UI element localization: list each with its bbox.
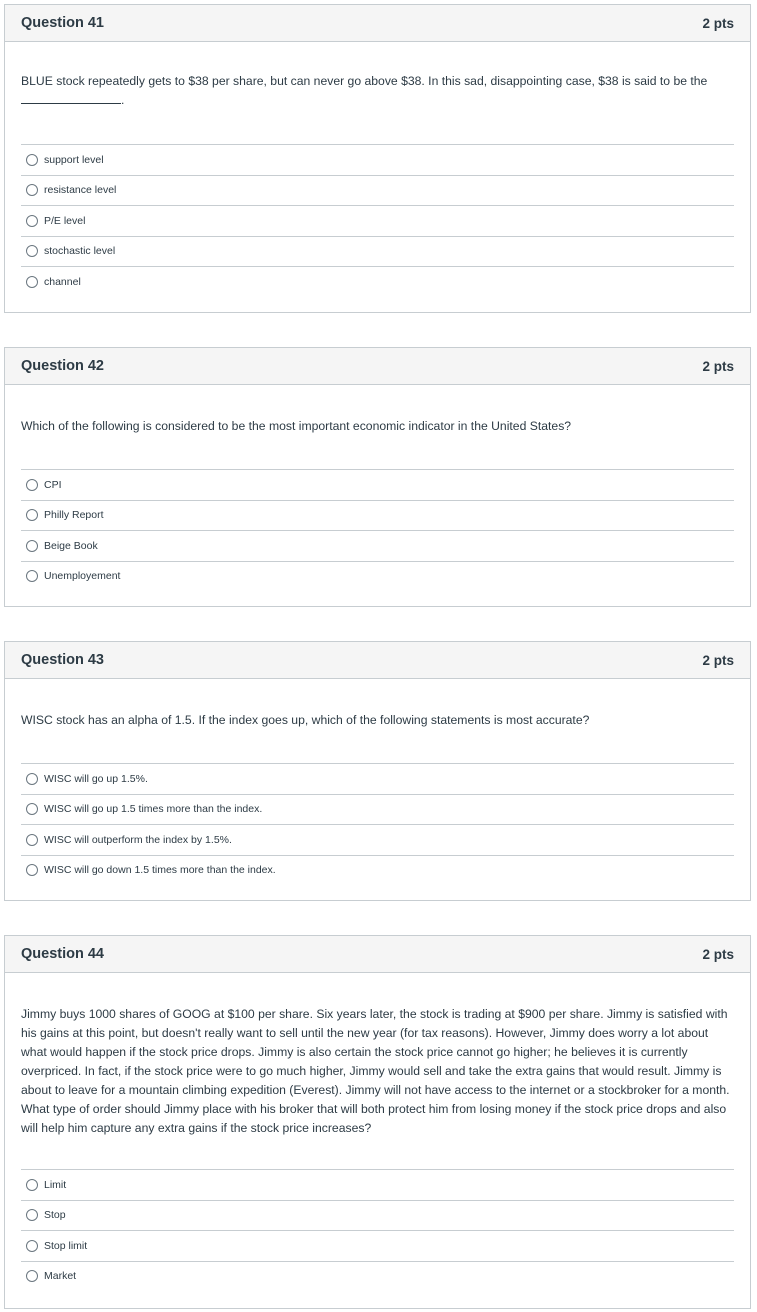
radio-button[interactable] [26,184,38,196]
answer-option[interactable] [21,824,734,855]
question-title: Question 41 [21,15,104,31]
answer-option[interactable] [21,175,734,206]
answer-label: CPI [44,478,62,491]
radio-button[interactable] [26,154,38,166]
answer-list [21,144,734,297]
question-42 [4,347,751,607]
answer-label: resistance level [44,184,117,197]
question-text-main: BLUE stock repeatedly gets to $38 per share, but can never go above $38. In this sad, disappointing case, $38 is said to be the [21,74,708,88]
question-44 [4,935,751,1309]
question-text: Jimmy buys 1000 shares of GOOG at $100 per share. Six years later, the stock is trading at $900 per share. Jimmy is satisfied with his gains at this point, but doesn't really want to sell until the new year (for tax reasons). However, Jimmy does worry a lot about what would happen if the stock price drops. Jimmy is also certain the stock price cannot go higher; he believes it is currently overpriced. In fact, if the stock price were to go much higher, Jimmy would sell and take the extra gains that would result. Jimmy is about to leave for a mountain climbing expedition (Everest). Jimmy will not have access to the internet or a stockbroker for a month. What type of order should Jimmy place with his broker that will both protect him from losing money if the stock price drops and also will help him capture any extra gains if the stock price increases? [21,1007,730,1135]
answer-blank [21,91,121,104]
question-header [5,348,750,385]
answer-option[interactable] [21,855,734,886]
radio-button[interactable] [26,1179,38,1191]
radio-button[interactable] [26,834,38,846]
question-41 [4,4,751,313]
answer-option[interactable] [21,144,734,175]
question-points: 2 pts [702,946,734,962]
answer-list [21,469,734,591]
radio-button[interactable] [26,1209,38,1221]
answer-label: WISC will go down 1.5 times more than the index. [44,864,276,877]
question-title: Question 42 [21,358,104,374]
radio-button[interactable] [26,540,38,552]
radio-button[interactable] [26,1240,38,1252]
question-text-tail: . [121,93,125,107]
radio-button[interactable] [26,479,38,491]
question-title: Question 43 [21,652,104,668]
question-header [5,642,750,679]
question-title: Question 44 [21,946,104,962]
answer-label: P/E level [44,214,86,227]
radio-button[interactable] [26,245,38,257]
answer-label: Beige Book [44,539,98,552]
answer-label: Market [44,1270,77,1283]
answer-option[interactable] [21,205,734,236]
radio-button[interactable] [26,1270,38,1282]
answer-option[interactable] [21,1261,734,1292]
question-text: Which of the following is considered to be the most important economic indicator in the United States? [21,419,572,433]
question-43 [4,641,751,901]
answer-label: Unemployement [44,570,121,583]
radio-button[interactable] [26,509,38,521]
question-text [21,72,734,110]
radio-button[interactable] [26,773,38,785]
answer-option[interactable] [21,500,734,531]
answer-option[interactable] [21,1169,734,1200]
answer-option[interactable] [21,1200,734,1231]
answer-label: Stop [44,1209,66,1222]
answer-label: Stop limit [44,1239,88,1252]
answer-option[interactable] [21,794,734,825]
answer-label: support level [44,153,104,166]
answer-label: WISC will go up 1.5 times more than the index. [44,803,263,816]
answer-label: channel [44,275,81,288]
answer-label: Limit [44,1178,67,1191]
answer-option[interactable] [21,530,734,561]
answer-label: WISC will go up 1.5%. [44,772,148,785]
answer-option[interactable] [21,266,734,297]
answer-option[interactable] [21,469,734,500]
radio-button[interactable] [26,864,38,876]
radio-button[interactable] [26,803,38,815]
question-points: 2 pts [702,652,734,668]
answer-option[interactable] [21,1230,734,1261]
question-text: WISC stock has an alpha of 1.5. If the index goes up, which of the following statements is most accurate? [21,713,590,727]
question-points: 2 pts [702,15,734,31]
radio-button[interactable] [26,215,38,227]
radio-button[interactable] [26,276,38,288]
radio-button[interactable] [26,570,38,582]
answer-label: stochastic level [44,245,116,258]
answer-option[interactable] [21,236,734,267]
question-header [5,5,750,42]
answer-option[interactable] [21,561,734,592]
answer-label: WISC will outperform the index by 1.5%. [44,833,232,846]
question-points: 2 pts [702,358,734,374]
answer-list [21,763,734,885]
answer-option[interactable] [21,763,734,794]
answer-label: Philly Report [44,509,104,522]
question-header [5,936,750,973]
answer-list [21,1169,734,1291]
